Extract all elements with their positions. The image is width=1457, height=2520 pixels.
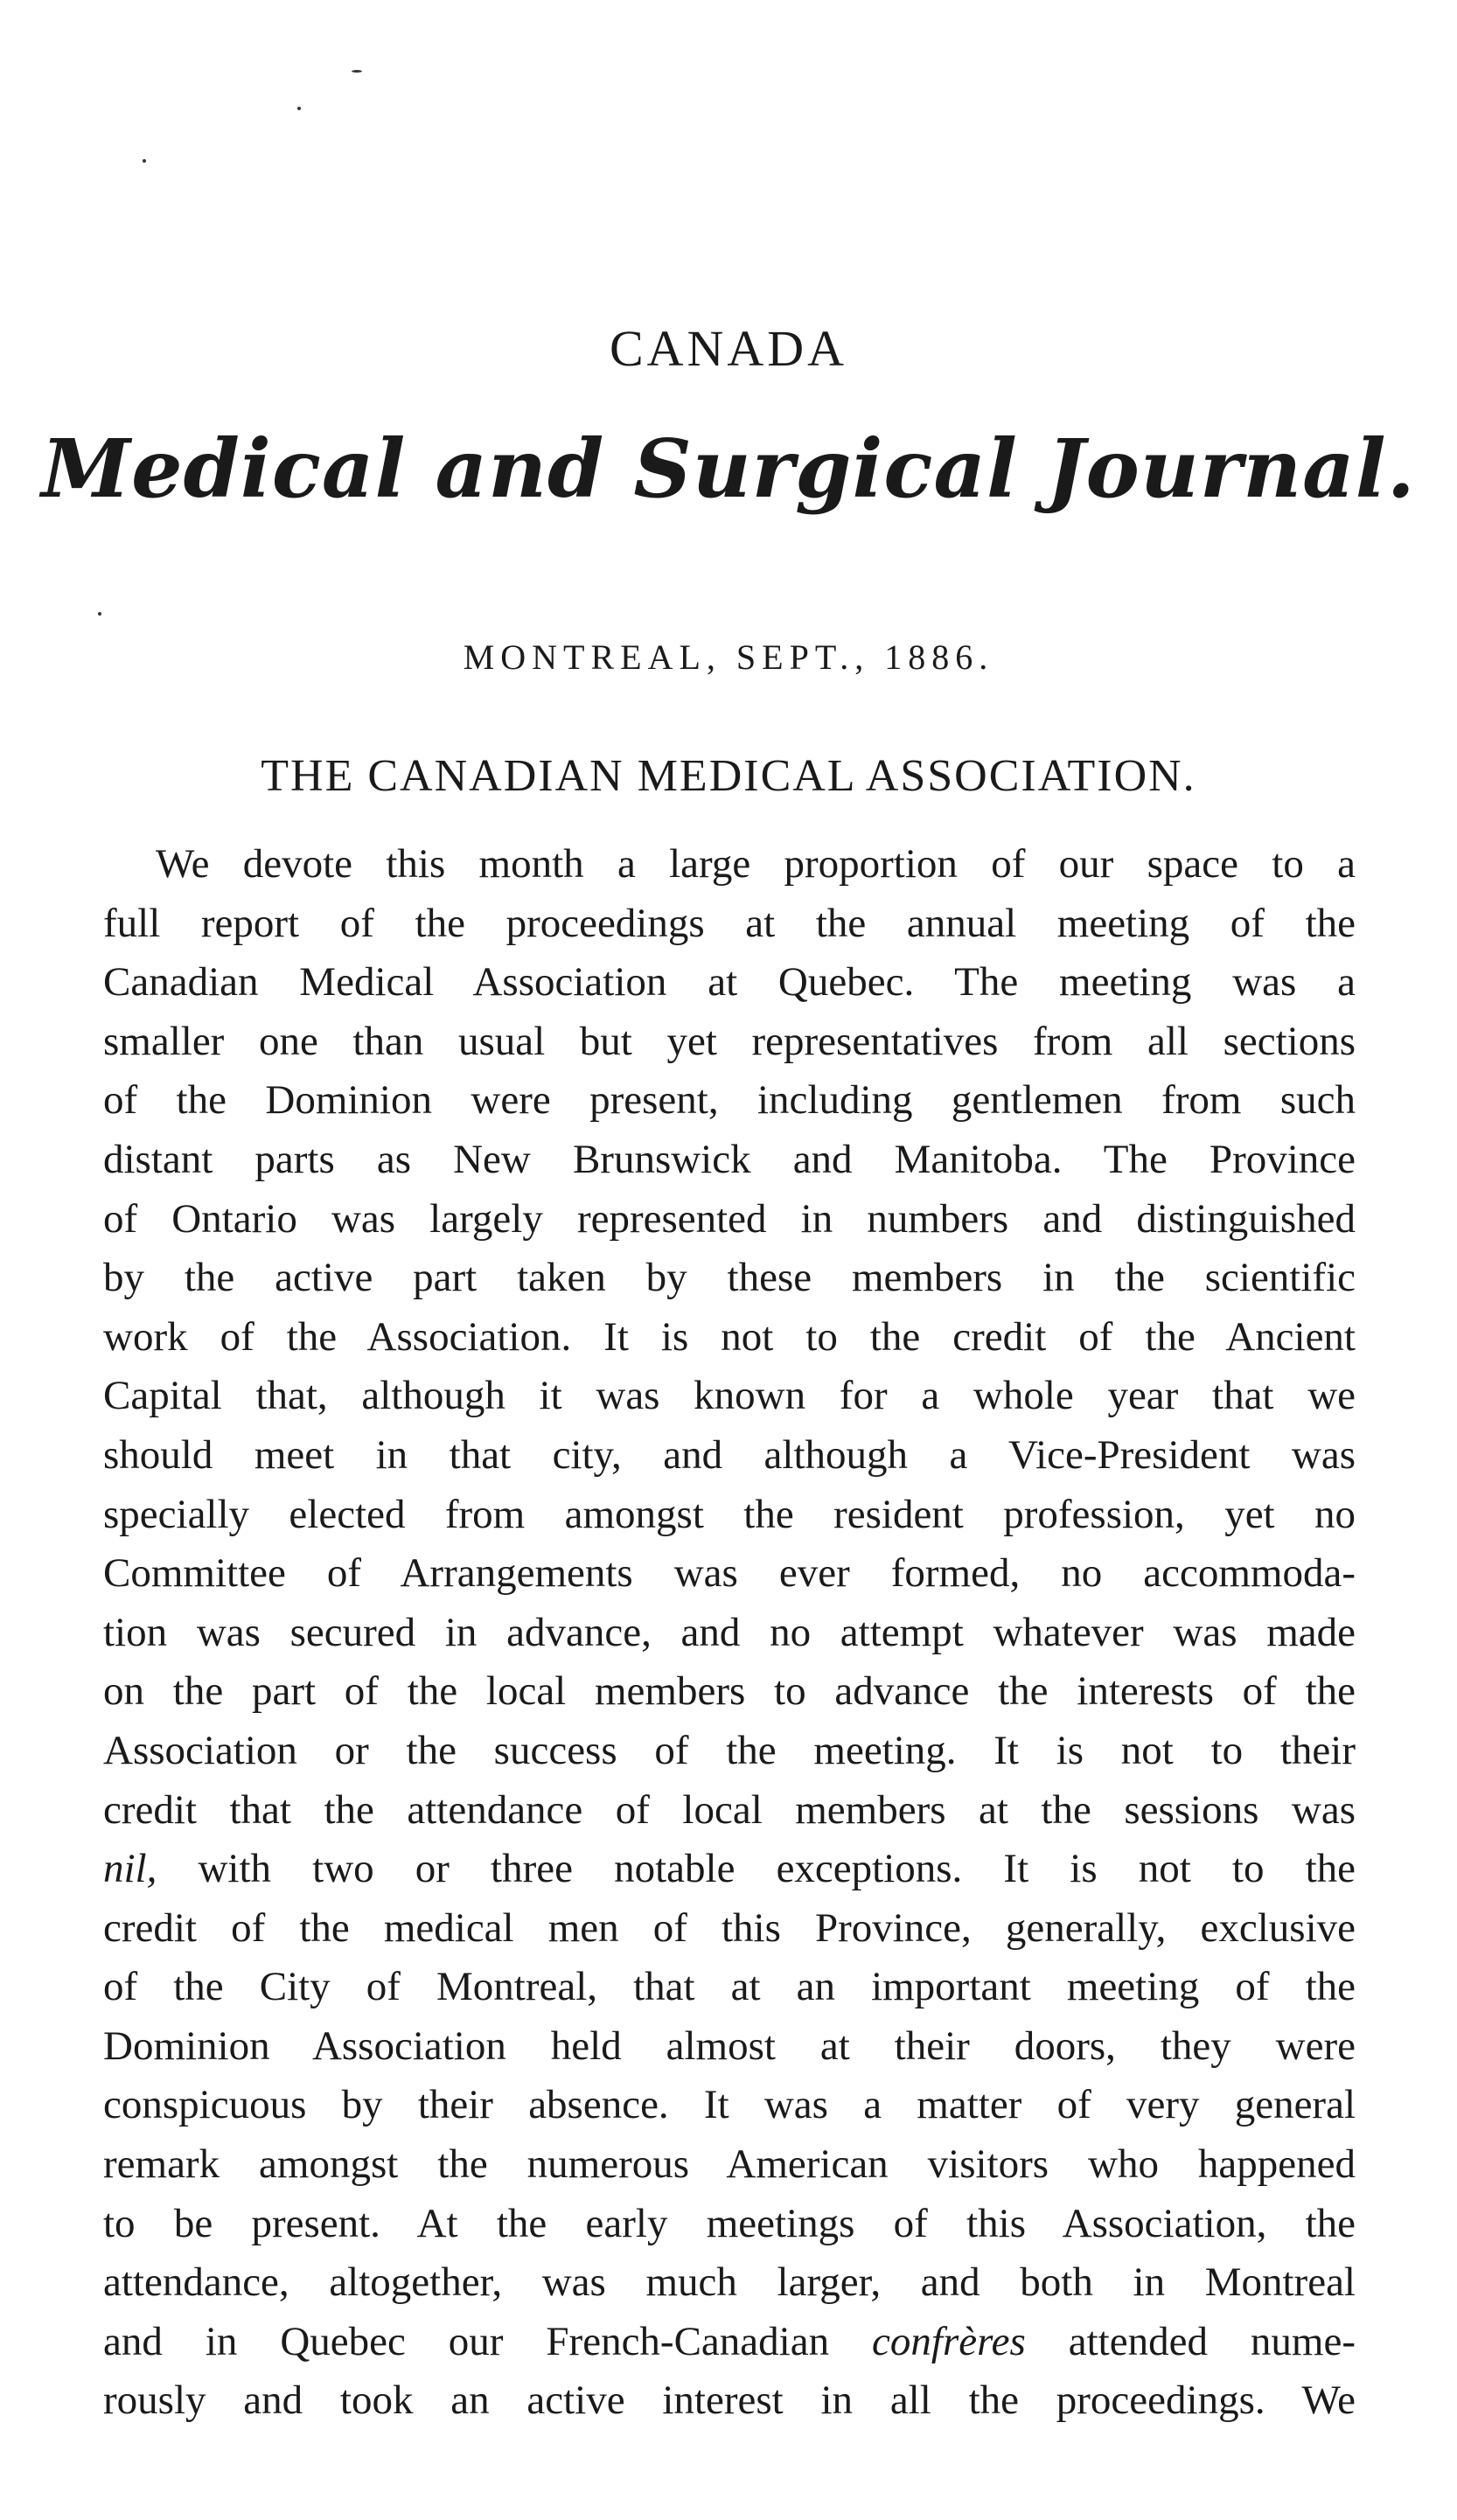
text-line: We devote this month a large proportion of our space to a <box>156 841 1356 887</box>
journal-country: CANADA <box>609 320 848 377</box>
text-line: of Ontario was largely represented in numbers and distinguished <box>103 1195 1356 1242</box>
text-line: attendance, altogether, was much larger, and both in Montreal <box>103 2259 1356 2306</box>
text-line: distant parts as New Brunswick and Manitoba. The Province <box>103 1136 1356 1182</box>
text-line: of the City of Montreal, that at an important meeting of the <box>103 1964 1356 2010</box>
ink-speck <box>143 159 146 163</box>
italic-word: nil, <box>103 1846 157 1892</box>
article-body <box>103 835 1356 2431</box>
line-text: with two or three notable exceptions. It is not to the <box>157 1846 1356 1892</box>
line-text: and in Quebec our French-Canadian <box>103 2318 873 2364</box>
italic-word: confrères <box>872 2318 1026 2364</box>
text-line: remark amongst the numerous American visitors who happened <box>103 2141 1356 2188</box>
text-line <box>103 2313 1356 2372</box>
text-line: Committee of Arrangements was ever formed, no accommoda- <box>103 1550 1356 1597</box>
text-line: to be present. At the early meetings of this Association, the <box>103 2200 1356 2246</box>
text-line: work of the Association. It is not to the credit of the Ancient <box>103 1313 1356 1360</box>
text-line: tion was secured in advance, and no attempt whatever was made <box>103 1609 1356 1655</box>
dateline: MONTREAL, SEPT., 1886. <box>463 637 994 677</box>
text-line: full report of the proceedings at the annual meeting of the <box>103 900 1356 946</box>
text-line: of the Dominion were present, including gentlemen from such <box>103 1077 1356 1124</box>
ink-speck <box>297 107 301 110</box>
text-line: on the part of the local members to advance the interests of the <box>103 1668 1356 1715</box>
text-line: Dominion Association held almost at their doors, they were <box>103 2022 1356 2069</box>
line-text: attended nume- <box>1025 2318 1356 2364</box>
text-line: Association or the success of the meeting. It is not to their <box>103 1727 1356 1773</box>
ink-speck <box>352 70 362 73</box>
journal-title: Medical and Surgical Journal. <box>41 421 1416 516</box>
text-line: specially elected from amongst the resident profession, yet no <box>103 1491 1356 1537</box>
text-line: conspicuous by their absence. It was a matter of very general <box>103 2082 1356 2128</box>
text-line: credit of the medical men of this Province, generally, exclusive <box>103 1904 1356 1951</box>
ink-speck <box>98 612 101 616</box>
text-line: smaller one than usual but yet representatives from all sections <box>103 1018 1356 1064</box>
text-line: credit that the attendance of local members at the sessions was <box>103 1786 1356 1833</box>
article-heading: THE CANADIAN MEDICAL ASSOCIATION. <box>261 751 1196 801</box>
text-line: Capital that, although it was known for a whole year that we <box>103 1373 1356 1419</box>
text-line <box>103 1840 1356 1899</box>
text-line: should meet in that city, and although a Vice-President was <box>103 1431 1356 1478</box>
text-line: Canadian Medical Association at Quebec. The meeting was a <box>103 959 1356 1006</box>
text-line: rously and took an active interest in all the proceedings. We <box>103 2377 1356 2424</box>
text-line: by the active part taken by these members in the scientific <box>103 1255 1356 1301</box>
